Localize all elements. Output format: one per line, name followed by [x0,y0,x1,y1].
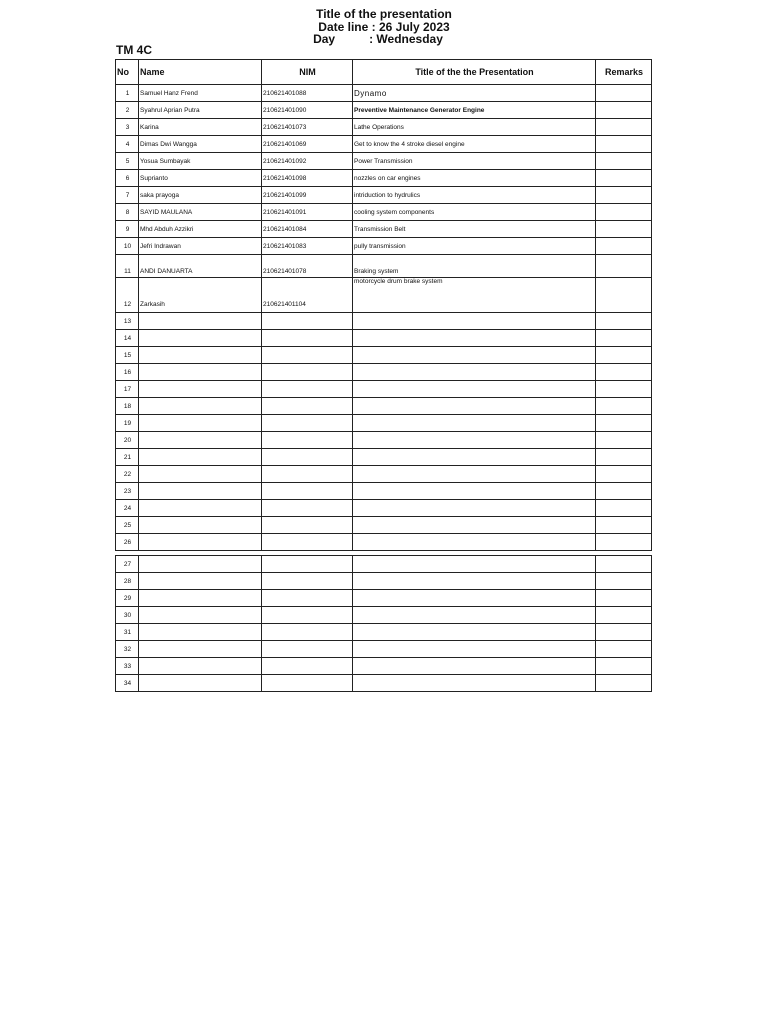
table-row [116,432,652,449]
cell-no: 18 [123,402,132,410]
table-row [116,221,652,238]
cell-no: 16 [123,368,132,376]
cell-no: 6 [125,174,130,182]
cell-no: 17 [123,385,132,393]
table-row [116,187,652,204]
document-header [0,8,768,46]
table-row [116,641,652,658]
cell-no: 30 [123,611,132,619]
cell-title: Get to know the 4 stroke diesel engine [354,140,465,148]
column-header-name: Name [139,60,262,85]
cell-nim: 210621401069 [263,140,307,148]
column-header-no: No [116,60,139,85]
cell-no: 12 [123,301,132,308]
cell-no: 3 [125,123,130,131]
table-row [116,330,652,347]
cell-name: Zarkasih [140,301,165,308]
cell-name: Jefri Indrawan [140,242,181,250]
table-row [116,119,652,136]
cell-no: 9 [125,225,130,233]
cell-no: 8 [125,208,130,216]
cell-name: Suprianto [140,174,168,182]
continuation-table [115,555,652,692]
table-row [116,658,652,675]
cell-no: 13 [123,317,132,325]
cell-no: 34 [123,679,132,687]
cell-no: 5 [125,157,130,165]
cell-no: 15 [123,351,132,359]
table-row [116,85,652,102]
cell-no: 22 [123,470,132,478]
cell-nim: 210621401078 [263,268,307,275]
cell-no: 19 [123,419,132,427]
cell-name: Syahrul Aprian Putra [140,106,200,114]
cell-no: 31 [123,628,132,636]
cell-name: Samuel Hanz Frend [140,89,198,97]
table-row [116,170,652,187]
cell-no: 1 [125,89,130,97]
day-label: Day [313,32,336,46]
cell-nim: 210621401088 [263,89,307,97]
table-row [116,556,652,573]
cell-name: Mhd Abduh Azzikri [140,225,194,233]
cell-nim: 210621401092 [263,157,307,165]
cell-no: 23 [123,487,132,495]
cell-nim: 210621401090 [263,106,307,114]
cell-no: 20 [123,436,132,444]
table-row [116,238,652,255]
cell-no: 26 [123,538,132,546]
table-row [116,466,652,483]
cell-no: 24 [123,504,132,512]
column-header-remarks: Remarks [596,60,652,85]
column-header-nim: NIM [262,60,353,85]
table-row [116,607,652,624]
table-row [116,364,652,381]
cell-title: Braking system [354,268,399,275]
cell-title: motorcycle drum brake system [354,278,443,285]
cell-no: 29 [123,594,132,602]
cell-no: 4 [125,140,130,148]
cell-no: 7 [125,191,130,199]
table-row [116,624,652,641]
table-header-row [116,60,652,85]
table-row [116,573,652,590]
table-row [116,102,652,119]
cell-no: 2 [125,106,130,114]
presentation-table [115,59,652,551]
cell-nim: 210621401098 [263,174,307,182]
cell-title: Preventive Maintenance Generator Engine [354,106,485,114]
table-row [116,313,652,330]
cell-title: intriduction to hydrulics [354,191,421,199]
cell-no: 33 [123,662,132,670]
cell-title: Transmission Belt [354,225,406,233]
cell-nim: 210621401099 [263,191,307,199]
continuation-table-body [116,556,652,692]
cell-name: Karina [140,123,159,131]
table-row [116,449,652,466]
cell-no: 32 [123,645,132,653]
date-line: Date line : 26 July 2023 [318,19,450,34]
cell-nim: 210621401091 [263,208,307,216]
cell-title: Lathe Operations [354,123,404,131]
cell-name: saka prayoga [140,191,180,199]
table-row [116,136,652,153]
cell-title: Power Transmission [354,157,413,165]
table-row [116,534,652,551]
cell-nim: 210621401073 [263,123,307,131]
cell-no: 11 [124,268,131,275]
table-row [116,255,652,278]
class-label: TM 4C [116,43,152,57]
cell-no: 14 [123,334,132,342]
column-header-title: Title of the the Presentation [353,60,596,85]
table-row [116,590,652,607]
table-row [116,483,652,500]
table-row [116,398,652,415]
table-row [116,500,652,517]
table-row [116,517,652,534]
cell-nim: 210621401084 [263,225,307,233]
day-value: : Wednesday [369,32,443,46]
cell-title: Dynamo [354,88,387,98]
cell-no: 21 [123,453,132,461]
cell-title: nozzles on car engines [354,174,421,182]
cell-no: 28 [123,577,132,585]
cell-title: pully transmission [354,242,406,250]
table-row [116,347,652,364]
cell-name: SAYID MAULANA [140,208,193,216]
day-line [313,33,443,46]
table-row [116,204,652,221]
table-row [116,153,652,170]
cell-name: Yosua Sumbayak [140,157,191,165]
cell-no: 27 [123,560,132,568]
cell-nim: 210621401104 [263,301,306,308]
cell-name: Dimas Dwi Wangga [140,140,197,148]
cell-nim: 210621401083 [263,242,307,250]
table-body [116,85,652,551]
cell-no: 10 [123,242,132,250]
table-row [116,278,652,313]
cell-name: ANDI DANUARTA [140,268,193,275]
table-row [116,415,652,432]
cell-no: 25 [123,521,132,529]
presentation-title: Title of the presentation [316,7,452,21]
cell-title: cooling system components [354,208,435,216]
table-row [116,675,652,692]
table-row [116,381,652,398]
